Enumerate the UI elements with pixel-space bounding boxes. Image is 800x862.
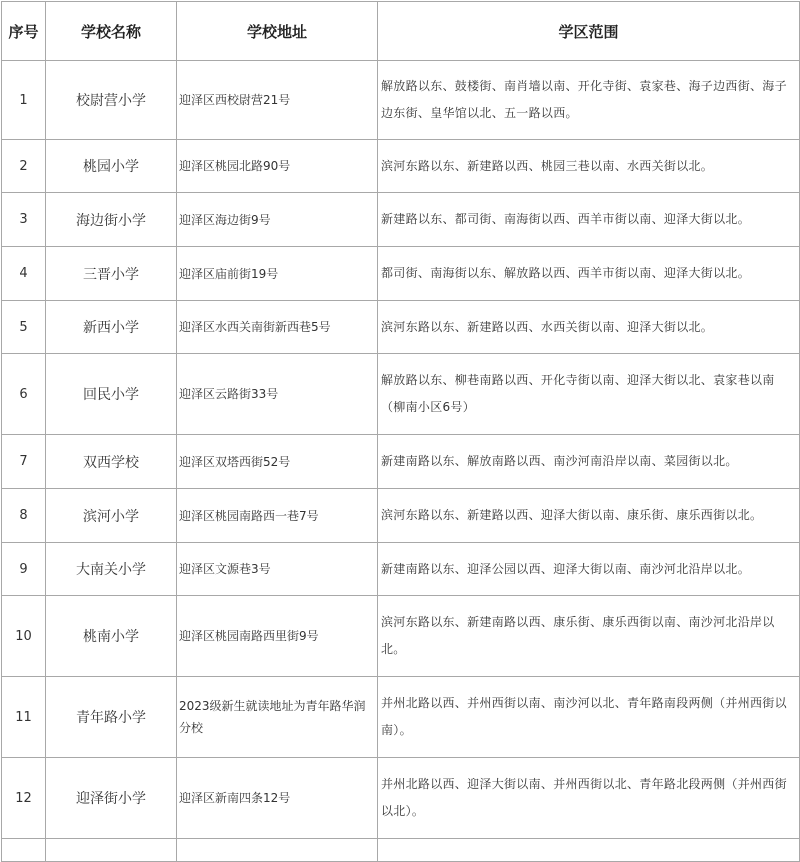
school-name: 双西学校 [46,435,177,489]
school-name: 海边街小学 [46,193,177,247]
table-row [2,489,800,543]
district-range: 解放路以东、鼓楼街、南肖墙以南、开化寺街、袁家巷、海子边西街、海子边东街、皇华馆以北、五一路以西。 [378,61,800,140]
school-name: 回民小学 [46,354,177,435]
school-address: 迎泽区桃园北路90号 [177,140,378,193]
school-address: 迎泽区水西关南街新西巷5号 [177,301,378,354]
row-number: 12 [2,758,46,839]
row-number: 10 [2,596,46,677]
school-district-table [1,1,800,862]
row-number: 8 [2,489,46,543]
row-number: 4 [2,247,46,301]
school-address: 迎泽区双塔西街52号 [177,435,378,489]
table-row [2,193,800,247]
school-address: 迎泽区文源巷3号 [177,543,378,596]
table-row [2,247,800,301]
school-address: 迎泽区西校尉营21号 [177,61,378,140]
row-number: 6 [2,354,46,435]
school-address: 迎泽区桃园南路西里街9号 [177,596,378,677]
school-name: 校尉营小学 [46,61,177,140]
school-name: 桃园小学 [46,140,177,193]
school-name: 大南关小学 [46,543,177,596]
district-range: 新建南路以东、解放南路以西、南沙河南沿岸以南、菜园街以北。 [378,435,800,489]
row-number: 1 [2,61,46,140]
school-name: 三晋小学 [46,247,177,301]
district-range: 滨河东路以东、新建路以西、水西关街以南、迎泽大街以北。 [378,301,800,354]
school-name: 迎泽街小学 [46,758,177,839]
district-range: 解放路以东、柳巷南路以西、开化寺街以南、迎泽大街以北、袁家巷以南（柳南小区6号） [378,354,800,435]
district-range: 滨河东路以东、新建路以西、迎泽大街以南、康乐街、康乐西街以北。 [378,489,800,543]
table-row-partial [2,839,800,862]
empty-cell [2,839,46,862]
row-number: 2 [2,140,46,193]
school-address: 迎泽区云路街33号 [177,354,378,435]
header-district-range: 学区范围 [378,2,800,61]
empty-cell [378,839,800,862]
school-address: 迎泽区桃园南路西一巷7号 [177,489,378,543]
district-range: 滨河东路以东、新建南路以西、康乐街、康乐西街以南、南沙河北沿岸以北。 [378,596,800,677]
school-name: 滨河小学 [46,489,177,543]
table-row [2,677,800,758]
table-row [2,301,800,354]
row-number: 11 [2,677,46,758]
district-range: 并州北路以西、迎泽大街以南、并州西街以北、青年路北段两侧（并州西街以北）。 [378,758,800,839]
row-number: 9 [2,543,46,596]
school-name: 桃南小学 [46,596,177,677]
table-row [2,435,800,489]
school-address: 迎泽区海边街9号 [177,193,378,247]
table-row [2,596,800,677]
district-range: 并州北路以西、并州西街以南、南沙河以北、青年路南段两侧（并州西街以南）。 [378,677,800,758]
school-address: 2023级新生就读地址为青年路华润分校 [177,677,378,758]
district-range: 滨河东路以东、新建路以西、桃园三巷以南、水西关街以北。 [378,140,800,193]
school-address: 迎泽区新南四条12号 [177,758,378,839]
row-number: 7 [2,435,46,489]
school-address: 迎泽区庙前街19号 [177,247,378,301]
table-row [2,140,800,193]
school-name: 青年路小学 [46,677,177,758]
table-row [2,61,800,140]
empty-cell [46,839,177,862]
row-number: 3 [2,193,46,247]
header-school-address: 学校地址 [177,2,378,61]
district-range: 都司街、南海街以东、解放路以西、西羊市街以南、迎泽大街以北。 [378,247,800,301]
district-range: 新建南路以东、迎泽公园以西、迎泽大街以南、南沙河北沿岸以北。 [378,543,800,596]
header-row [2,2,800,61]
table-row [2,354,800,435]
school-name: 新西小学 [46,301,177,354]
header-no: 序号 [2,2,46,61]
empty-cell [177,839,378,862]
table-row [2,758,800,839]
district-range: 新建路以东、都司街、南海街以西、西羊市街以南、迎泽大街以北。 [378,193,800,247]
header-school-name: 学校名称 [46,2,177,61]
row-number: 5 [2,301,46,354]
table-row [2,543,800,596]
